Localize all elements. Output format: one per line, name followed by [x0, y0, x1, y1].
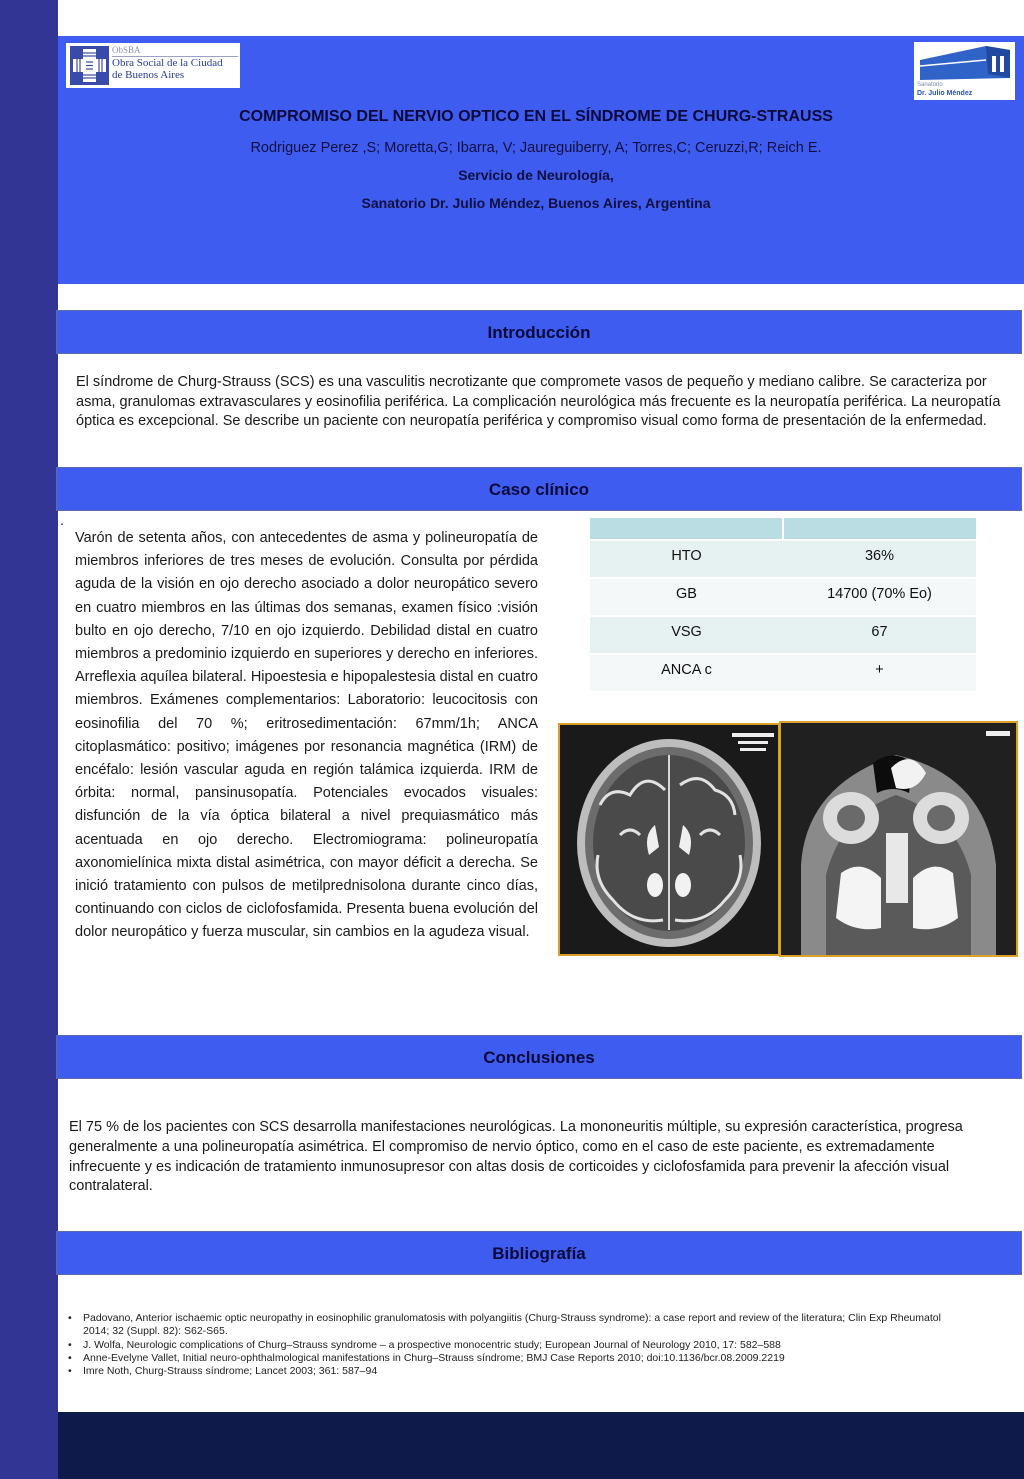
- authors: Rodriguez Perez ,S; Moretta,G; Ibarra, V; Jaureguiberry, A; Torres,C; Ceruzzi,R; Reich E.: [250, 140, 822, 156]
- lab-table-header: [590, 518, 976, 539]
- mri-axial-image: [558, 723, 780, 956]
- section-heading-caso-clinico: Caso clínico: [56, 467, 1022, 511]
- bottom-decorative-bar: [58, 1412, 1024, 1479]
- lab-value-cell: +: [875, 662, 884, 678]
- table-row: [590, 653, 976, 691]
- obsba-logo: [66, 43, 240, 88]
- list-item: • Imre Noth, Churg-Strauss síndrome; Lancet 2003; 361: 587–94: [68, 1365, 968, 1378]
- lab-value-cell: 67: [871, 624, 888, 640]
- obsba-cross-icon: [70, 46, 109, 85]
- conclusiones-paragraph: El 75 % de los pacientes con SCS desarrolla manifestaciones neurológicas. La mononeuritis múltiple, su expresión característica, progresa generalmente a una polineuropatía asimétrica. El compromiso de nervio óptico, como en el caso de este paciente, es extremadamente infrecuente y es indicación de tratamiento inmunosupresor con altas dosis de corticoides y ciclofosfamida para prevenir la afección visual contralateral.: [69, 1119, 963, 1195]
- lab-results-table: [590, 518, 976, 691]
- list-item: • Padovano, Anterior ischaemic optic neuropathy in eosinophilic granulomatosis with polyangiitis (Churg-Strauss syndrome): a case report and review of the literatura; Clin Exp Rheumatol 2014; 32 (Suppl. 82): S62-S65.: [68, 1312, 968, 1339]
- caso-paragraph: Varón de setenta años, con antecedentes de asma y polineuropatía de miembros inferiores de tres meses de evolución. Consulta por pérdida aguda de la visión en ojo derecho asociado a dolor neuropático severo en cuatro miembros en las últimas dos semanas, examen físico :visión bulto en ojo derecho, 7/10 en ojo izquierdo. Debilidad distal en cuatro miembros a predominio izquierdo en superiores y derecho en inferiores. Arreflexia aquílea bilateral. Hipoestesia e hipopalestesia distal en cuatro miembros. Exámenes complementarios: Laboratorio: leucocitosis con eosinofilia del 70 %; eritrosedimentación: 67mm/1h; ANCA citoplasmático: positivo; imágenes por resonancia magnética (IRM) de encéfalo: lesión vascular aguda en región talámica izquierda. IRM de órbita: normal, pansinusopatía. Potenciales evocados visuales: disfunción de la vía óptica bilateral a nivel prequiasmático más acentuada en ojo derecho. Electromiograma: polineuropatía axonomielínica mixta distal asimétrica, con mayor déficit a derecha. Se inició tratamiento con pulsos de metilprednisolona durante cinco días, continuando con ciclos de ciclofosfamida. Presenta buena evolución del dolor neuropático y fuerza muscular, sin cambios en la agudeza visual.: [75, 530, 538, 941]
- obsba-name-line1: Obra Social de la Ciudad: [112, 57, 223, 69]
- section-heading-bibliografia: Bibliografía: [56, 1231, 1022, 1275]
- caso-dot: .: [60, 512, 64, 528]
- sanatorio-name: Dr. Julio Méndez: [917, 90, 973, 97]
- mri-coronal-image: [779, 721, 1018, 957]
- table-row: [590, 577, 976, 615]
- obsba-name-line2: de Buenos Aires: [112, 69, 185, 81]
- table-row: [590, 539, 976, 577]
- obsba-logo-text: [112, 45, 238, 81]
- bibliography-list: [68, 1312, 968, 1378]
- section-heading-introduccion: Introducción: [56, 310, 1022, 354]
- sanatorio-label: Sanatorio: [917, 82, 943, 88]
- lab-value-cell: 36%: [864, 548, 895, 564]
- lab-test-cell: GB: [676, 586, 697, 602]
- list-item: • J. Wolfa, Neurologic complications of Churg–Strauss syndrome – a prospective monocentric study; European Journal of Neurology 2010, 17: 582–588: [68, 1339, 968, 1352]
- left-decorative-bar: [0, 0, 58, 1479]
- poster-title: COMPROMISO DEL NERVIO OPTICO EN EL SÍNDROME DE CHURG-STRAUSS: [239, 108, 833, 125]
- lab-test-cell: ANCA c: [661, 662, 712, 678]
- lab-test-cell: VSG: [671, 624, 702, 640]
- lab-value-cell: 14700 (70% Eo): [827, 586, 932, 602]
- institution: Sanatorio Dr. Julio Méndez, Buenos Aires, Argentina: [361, 195, 711, 211]
- section-heading-conclusiones: Conclusiones: [56, 1035, 1022, 1079]
- sanatorio-logo: [914, 42, 1015, 100]
- sanatorio-building-icon: [918, 44, 1012, 82]
- obsba-short-name: ObSBA: [112, 45, 238, 57]
- lab-test-cell: HTO: [671, 548, 702, 564]
- list-item: • Anne-Evelyne Vallet, Initial neuro-ophthalmological manifestations in Churg–Strauss síndrome; BMJ Case Reports 2010; doi:10.1136/bcr.08.2009.2219: [68, 1352, 968, 1365]
- table-row: [590, 615, 976, 653]
- intro-paragraph: El síndrome de Churg-Strauss (SCS) es una vasculitis necrotizante que compromete vasos de pequeño y mediano calibre. Se caracteriza por asma, granulomas extravasculares y eosinofilia periférica. La complicación neurológica más frecuente es la neuropatía periférica. La neuropatía óptica es excepcional. Se describe un paciente con neuropatía periférica y compromiso visual como forma de presentación de la enfermedad.: [76, 374, 1001, 429]
- service: Servicio de Neurología,: [458, 167, 614, 183]
